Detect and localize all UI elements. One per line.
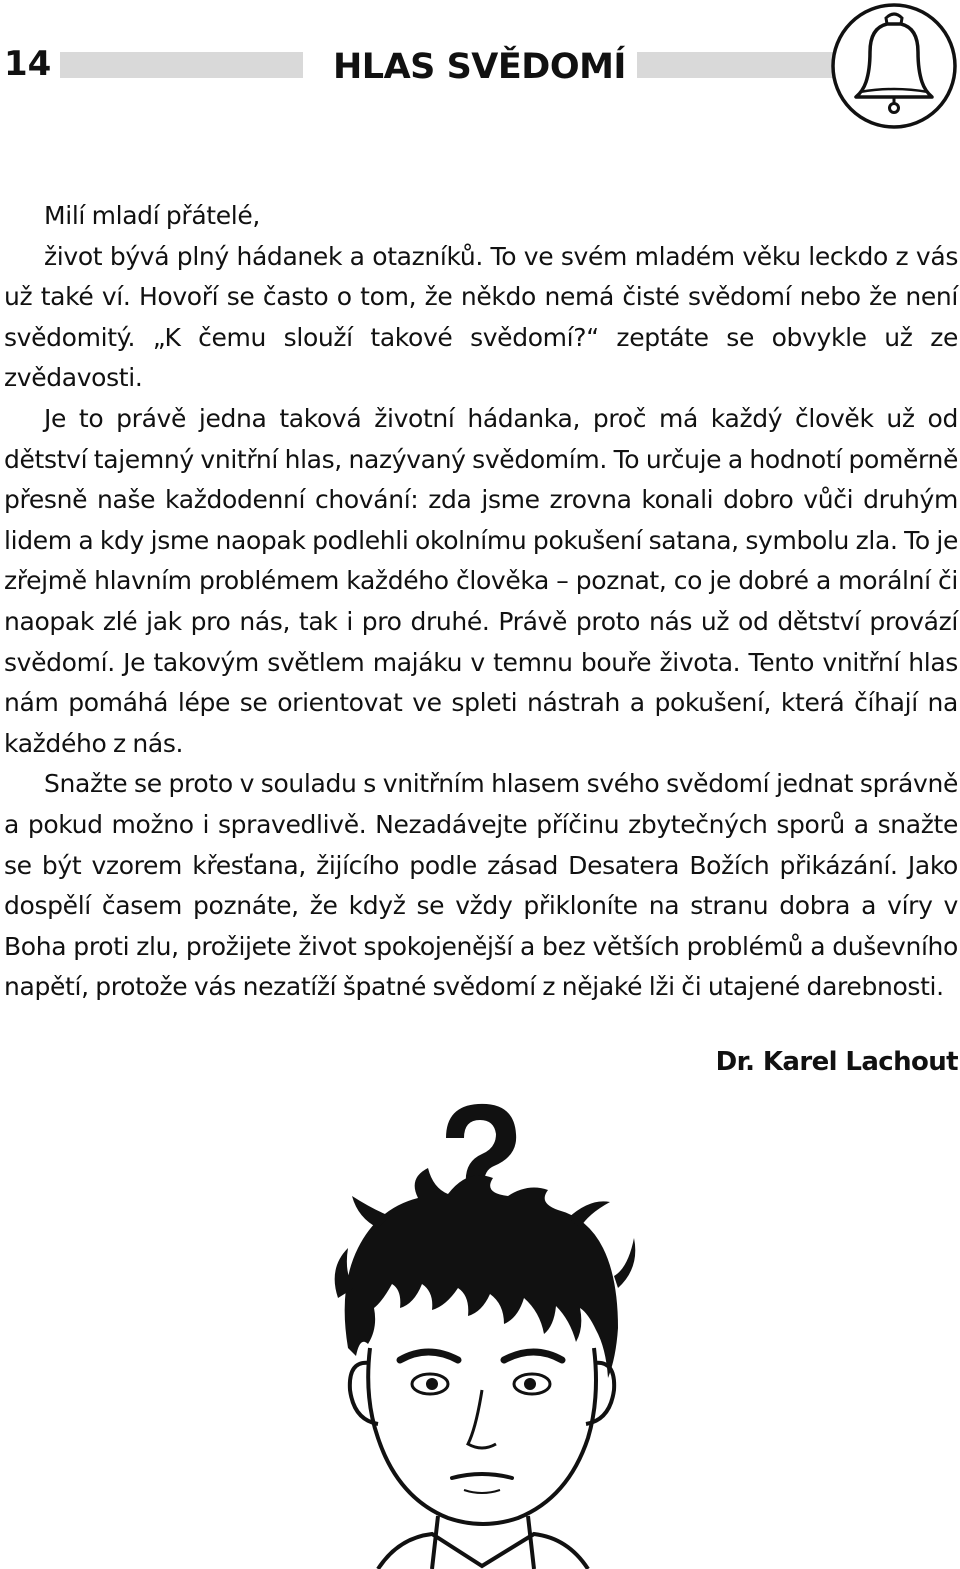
header-rule-right xyxy=(637,52,837,78)
shirt-collar xyxy=(378,1534,588,1569)
left-eyebrow xyxy=(400,1352,458,1360)
page-number: 14 xyxy=(4,44,52,84)
section-title: HLAS SVĚDOMÍ xyxy=(333,47,626,87)
article-paragraph-2: Je to právě jedna taková životní hádanka, proč má každý člověk už od dětství tajemný vnitřní hlas, nazývaný svědomím. To určuje a hodnotí poměrně přesně naše každodenní chování: zda jsme zrovna konali dobro vůči druhým lidem a kdy jsme naopak podlehli okolnímu pokušení satana, symbolu zla. To je zřejmě hlavním problémem každého člověka – poznat, co je dobré a morální či naopak zlé jak pro nás, tak i pro druhé. Právě proto nás už od dětství provází svědomí. Je takovým světlem majáku v temnu bouře života. Tento vnitřní hlas nám pomáhá lépe se orientovat ve spleti nástrah a pokušení, která číhají na každého z nás. xyxy=(4,403,959,758)
left-ear xyxy=(350,1363,378,1424)
author-signature: Dr. Karel Lachout xyxy=(715,1047,958,1077)
page-header xyxy=(0,0,960,140)
mouth xyxy=(452,1474,512,1478)
article-paragraph-1: život bývá plný hádanek a otazníků. To ve svém mladém věku leckdo z vás už také ví. Hovoří se často o tom, že někdo nemá čisté svědomí nebo že není svědomitý. „K čemu slouží takové svědomí?“ zeptáte se obvykle už ze zvědavosti. xyxy=(4,241,958,393)
right-ear xyxy=(586,1363,614,1424)
header-rule-left xyxy=(60,52,303,78)
article-body xyxy=(4,196,958,1008)
face-outline xyxy=(368,1348,596,1524)
hair-strokes xyxy=(335,1168,636,1378)
nose xyxy=(468,1390,496,1448)
boy-with-question-mark-illustration xyxy=(318,1098,648,1569)
bell-icon xyxy=(830,2,958,130)
greeting: Milí mladí přátelé, xyxy=(44,201,261,230)
right-eyebrow xyxy=(504,1352,562,1360)
article-paragraph-3: Snažte se proto v souladu s vnitřním hlasem svého svědomí jednat správně a pokud možno i spravedlivě. Nezadávejte příčinu zbytečných sporů a snažte se být vzorem křesťana, žijícího podle zásad Desatera Božích přikázání. Jako dospělí časem poznáte, že když se vždy přikloníte na stranu dobra a víry v Boha proti zlu, prožijete život spokojenější a bez větších problémů a duševního napětí, protože vás nezatíží špatné svědomí z nějaké lži či utajené darebnosti. xyxy=(4,769,958,1002)
